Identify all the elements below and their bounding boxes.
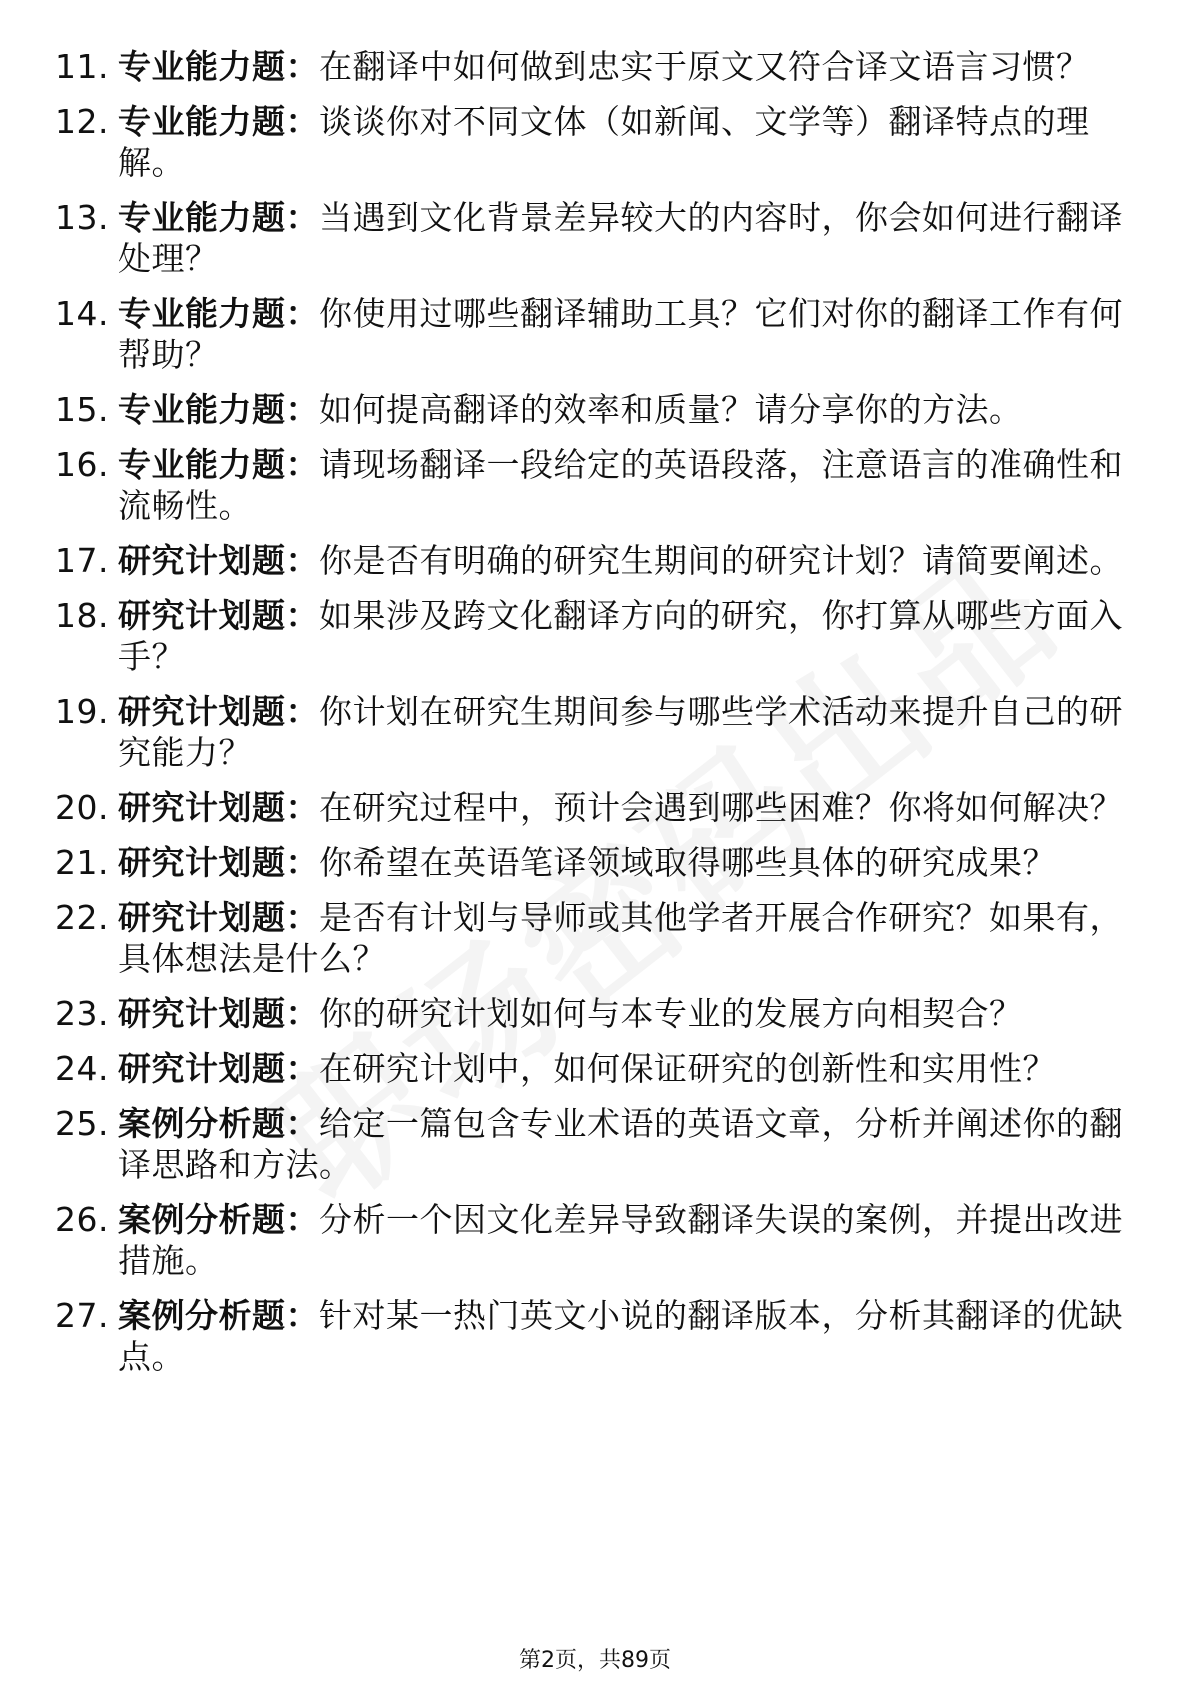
question-list — [55, 46, 1135, 1391]
page-number: 第2页，共89页 — [519, 1648, 671, 1673]
question-text: 你希望在英语笔译领域取得哪些具体的研究成果？ — [319, 843, 1056, 882]
question-category: 研究计划题： — [118, 596, 319, 635]
question-text: 在研究计划中，如何保证研究的创新性和实用性？ — [319, 1049, 1056, 1088]
list-item — [55, 691, 1135, 773]
list-item — [55, 897, 1135, 979]
list-item — [55, 1048, 1135, 1089]
question-category: 研究计划题： — [118, 692, 319, 731]
question-number: 15. — [55, 390, 109, 429]
question-number: 17. — [55, 541, 109, 580]
question-category: 研究计划题： — [118, 843, 319, 882]
list-item — [55, 1199, 1135, 1281]
list-item — [55, 1295, 1135, 1377]
question-category: 案例分析题： — [118, 1104, 319, 1143]
list-item — [55, 842, 1135, 883]
question-number: 26. — [55, 1200, 109, 1239]
list-item — [55, 444, 1135, 526]
question-body — [118, 101, 1135, 183]
question-text: 你计划在研究生期间参与哪些学术活动来提升自己的研究能力？ — [118, 692, 1123, 772]
question-category: 专业能力题： — [118, 102, 319, 141]
question-text: 分析一个因文化差异导致翻译失误的案例，并提出改进措施。 — [118, 1200, 1123, 1280]
question-number: 21. — [55, 843, 109, 882]
question-category: 研究计划题： — [118, 898, 319, 937]
question-text: 在研究过程中，预计会遇到哪些困难？你将如何解决？ — [319, 788, 1123, 827]
question-text: 当遇到文化背景差异较大的内容时，你会如何进行翻译处理？ — [118, 198, 1123, 278]
question-body — [118, 787, 1135, 828]
list-item — [55, 993, 1135, 1034]
question-body — [118, 46, 1135, 87]
question-text: 如果涉及跨文化翻译方向的研究，你打算从哪些方面入手？ — [118, 596, 1123, 676]
question-number: 12. — [55, 102, 109, 141]
question-body — [118, 1048, 1135, 1089]
list-item — [55, 540, 1135, 581]
question-text: 请现场翻译一段给定的英语段落，注意语言的准确性和流畅性。 — [118, 445, 1123, 525]
question-body — [118, 1103, 1135, 1185]
question-number: 24. — [55, 1049, 109, 1088]
question-body — [118, 842, 1135, 883]
question-category: 研究计划题： — [118, 541, 319, 580]
question-body — [118, 540, 1135, 581]
question-text: 给定一篇包含专业术语的英语文章，分析并阐述你的翻译思路和方法。 — [118, 1104, 1123, 1184]
question-text: 是否有计划与导师或其他学者开展合作研究？如果有，具体想法是什么？ — [118, 898, 1123, 978]
list-item — [55, 595, 1135, 677]
list-item — [55, 101, 1135, 183]
question-category: 案例分析题： — [118, 1200, 319, 1239]
question-body — [118, 197, 1135, 279]
question-body — [118, 691, 1135, 773]
question-body — [118, 293, 1135, 375]
question-text: 谈谈你对不同文体（如新闻、文学等）翻译特点的理解。 — [118, 102, 1090, 182]
question-category: 专业能力题： — [118, 198, 319, 237]
question-category: 案例分析题： — [118, 1296, 319, 1335]
question-number: 25. — [55, 1104, 109, 1143]
question-text: 如何提高翻译的效率和质量？请分享你的方法。 — [319, 390, 1023, 429]
question-text: 针对某一热门英文小说的翻译版本，分析其翻译的优缺点。 — [118, 1296, 1123, 1376]
list-item — [55, 1103, 1135, 1185]
question-number: 14. — [55, 294, 109, 333]
question-text: 你是否有明确的研究生期间的研究计划？请简要阐述。 — [319, 541, 1123, 580]
question-body — [118, 1295, 1135, 1377]
list-item — [55, 389, 1135, 430]
question-number: 18. — [55, 596, 109, 635]
question-number: 11. — [55, 47, 109, 86]
question-body — [118, 444, 1135, 526]
question-body — [118, 993, 1135, 1034]
question-text: 在翻译中如何做到忠实于原文又符合译文语言习惯？ — [319, 47, 1090, 86]
question-category: 专业能力题： — [118, 390, 319, 429]
question-number: 22. — [55, 898, 109, 937]
list-item — [55, 293, 1135, 375]
question-body — [118, 595, 1135, 677]
question-text: 你的研究计划如何与本专业的发展方向相契合？ — [319, 994, 1023, 1033]
question-number: 19. — [55, 692, 109, 731]
question-category: 研究计划题： — [118, 788, 319, 827]
question-number: 27. — [55, 1296, 109, 1335]
question-number: 16. — [55, 445, 109, 484]
question-number: 13. — [55, 198, 109, 237]
question-body — [118, 897, 1135, 979]
question-number: 20. — [55, 788, 109, 827]
list-item — [55, 787, 1135, 828]
question-category: 研究计划题： — [118, 1049, 319, 1088]
question-category: 专业能力题： — [118, 47, 319, 86]
question-text: 你使用过哪些翻译辅助工具？它们对你的翻译工作有何帮助？ — [118, 294, 1123, 374]
question-number: 23. — [55, 994, 109, 1033]
question-body — [118, 389, 1135, 430]
question-body — [118, 1199, 1135, 1281]
list-item — [55, 197, 1135, 279]
question-category: 专业能力题： — [118, 294, 319, 333]
list-item — [55, 46, 1135, 87]
question-category: 专业能力题： — [118, 445, 319, 484]
question-category: 研究计划题： — [118, 994, 319, 1033]
